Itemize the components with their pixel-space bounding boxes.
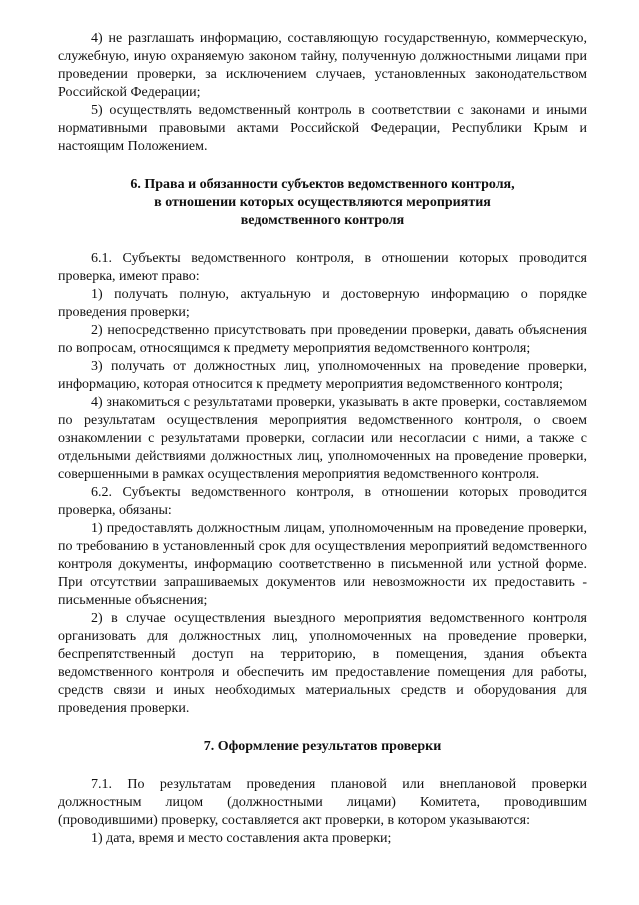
section-6-heading-line-3: ведомственного контроля — [240, 213, 405, 228]
paragraph-6-1-item-4: 4) знакомиться с результатами проверки, указывать в акте проверки, составляемом по результатам осуществления мероприятия ведомственного контроля, о своем ознакомлении с результатами проверки, согласии или несогласии с ними, а также с отдельными действиями должностных лиц, уполномоченных на проведение проверки, совершенными в рамках осуществления мероприятия ведомственного контроля. — [58, 395, 587, 482]
section-6-heading-line-2: в отношении которых осуществляются мероприятия — [154, 195, 491, 210]
paragraph-item-4: 4) не разглашать информацию, составляющую государственную, коммерческую, служебную, иную охраняемую законом тайну, полученную должностными лицами при проведении проверки, за исключением случаев, установленных законодательством Российской Федерации; — [58, 31, 587, 100]
paragraph-7-1: 7.1. По результатам проведения плановой или внеплановой проверки должностным лицом (должностными лицами) Комитета, проводившим (проводившими) проверку, составляется акт проверки, в котором указываются: — [58, 777, 587, 828]
paragraph-6-1-item-3: 3) получать от должностных лиц, уполномоченных на проведение проверки, информацию, которая относится к предмету мероприятия ведомственного контроля; — [58, 359, 587, 392]
paragraph-item-5: 5) осуществлять ведомственный контроль в соответствии с законами и иными нормативными правовыми актами Российской Федерации, Республики Крым и настоящим Положением. — [58, 103, 587, 154]
paragraph-6-1: 6.1. Субъекты ведомственного контроля, в отношении которых проводится проверка, имеют право: — [58, 251, 587, 284]
section-7-heading: 7. Оформление результатов проверки — [203, 739, 442, 754]
document-page — [58, 30, 587, 848]
paragraph-6-1-item-1: 1) получать полную, актуальную и достоверную информацию о порядке проведения проверки; — [58, 287, 587, 320]
paragraph-6-2: 6.2. Субъекты ведомственного контроля, в отношении которых проводится проверка, обязаны: — [58, 485, 587, 518]
paragraph-6-1-item-2: 2) непосредственно присутствовать при проведении проверки, давать объяснения по вопросам, относящимся к предмету мероприятия ведомственного контроля; — [58, 323, 587, 356]
paragraph-7-1-item-1: 1) дата, время и место составления акта проверки; — [91, 831, 392, 846]
paragraph-6-2-item-2: 2) в случае осуществления выездного мероприятия ведомственного контроля организовать для должностных лиц, уполномоченных на проведение проверки, беспрепятственный доступ на территорию, в помещения, здания объекта ведомственного контроля и обеспечить им предоставление помещения для работы, средств связи и иных необходимых материальных средств и оборудования для проведения проверки. — [58, 611, 587, 716]
paragraph-6-2-item-1: 1) предоставлять должностным лицам, уполномоченным на проведение проверки, по требованию в установленный срок для осуществления мероприятий ведомственного контроля документы, информацию соответственно в письменной или устной форме. При отсутствии запрашиваемых документов или невозможности их предоставить - письменные объяснения; — [58, 521, 587, 608]
section-6-heading — [58, 176, 587, 230]
section-6-heading-line-1: 6. Права и обязанности субъектов ведомственного контроля, — [130, 177, 515, 192]
